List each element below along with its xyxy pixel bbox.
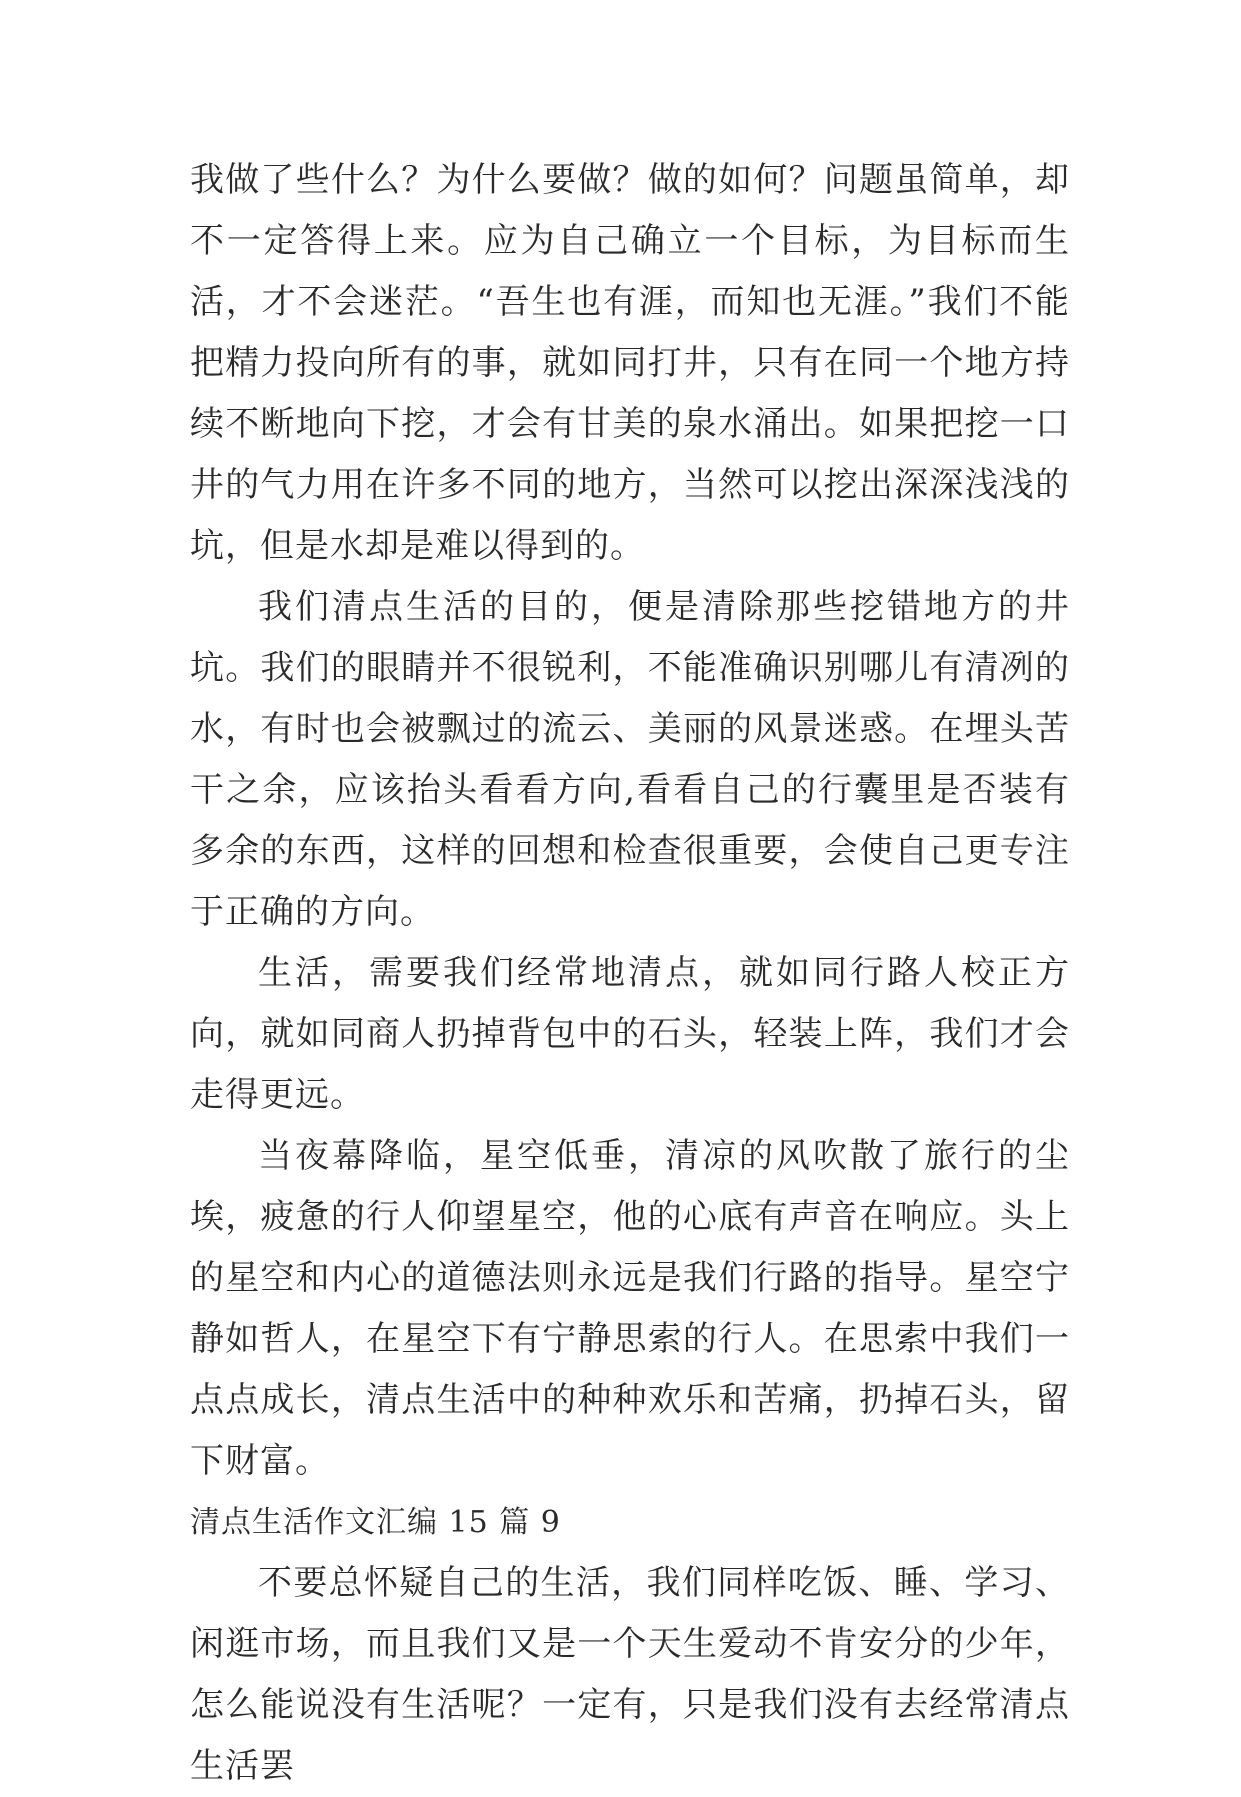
paragraph-goal: 我做了些什么？为什么要做？做的如何？问题虽简单，却不一定答得上来。应为自己确立一个目标，为目标而生活，才不会迷茫。“吾生也有涯，而知也无涯。”我们不能把精力投向所有的事，就如同打井，只有在同一个地方持续不断地向下挖，才会有甘美的泉水涌出。如果把挖一口井的气力用在许多不同的地方，当然可以挖出深深浅浅的坑，但是水却是难以得到的。 — [190, 160, 1070, 566]
paragraph-purpose: 我们清点生活的目的，便是清除那些挖错地方的井坑。我们的眼睛并不很锐利，不能准确识别哪儿有清冽的水，有时也会被飘过的流云、美丽的风景迷惑。在埋头苦干之余，应该抬头看看方向,看看自己的行囊里是否装有多余的东西，这样的回想和检查很重要，会使自己更专注于正确的方向。 — [190, 587, 1070, 932]
paragraph-doubt: 不要总怀疑自己的生活，我们同样吃饭、睡、学习、闲逛市场，而且我们又是一个天生爱动不肯安分的少年，怎么能说没有生活呢？一定有，只是我们没有去经常清点生活罢 — [190, 1563, 1070, 1786]
paragraph-starry-sky: 当夜幕降临，星空低垂，清凉的风吹散了旅行的尘埃，疲惫的行人仰望星空，他的心底有声音在响应。头上的星空和内心的道德法则永远是我们行路的指导。星空宁静如哲人，在星空下有宁静思索的行人。在思索中我们一点点成长，清点生活中的种种欢乐和苦痛，扔掉石头，留下财富。 — [190, 1136, 1070, 1481]
section-heading: 清点生活作文汇编 15 篇 9 — [190, 1505, 561, 1540]
paragraph-clearing: 生活，需要我们经常地清点，就如同行路人校正方向，就如同商人扔掉背包中的石头，轻装上阵，我们才会走得更远。 — [190, 953, 1070, 1115]
document-page — [190, 150, 1070, 1797]
